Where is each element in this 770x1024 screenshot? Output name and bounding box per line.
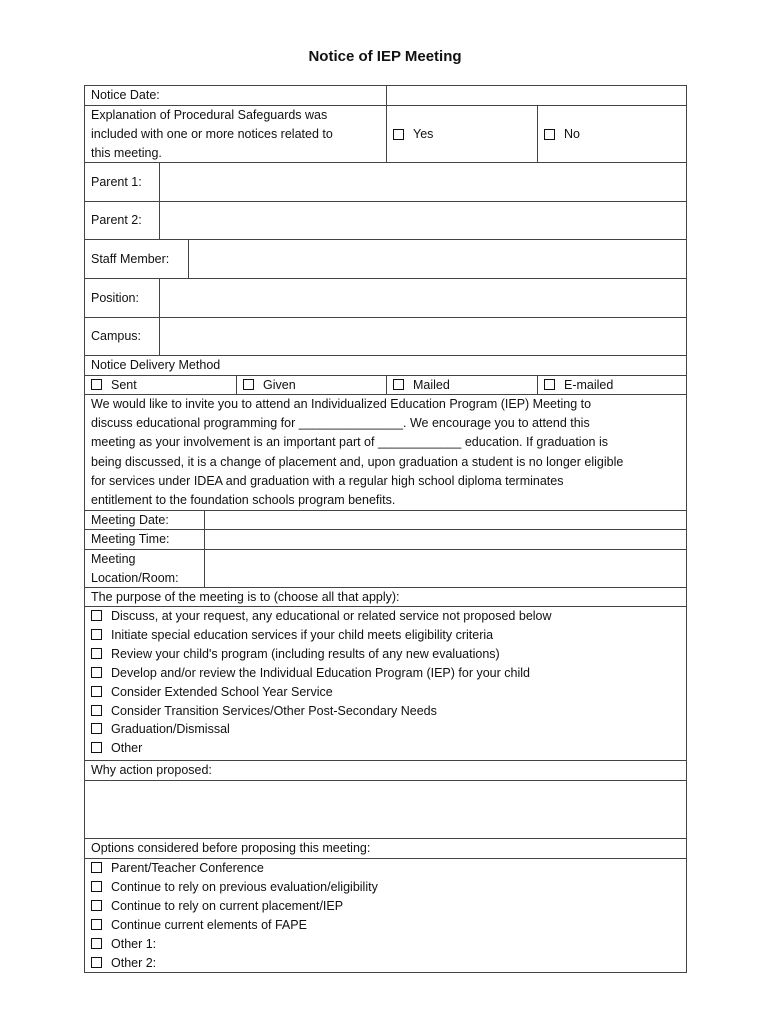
position-row	[84, 278, 687, 317]
invitation-paragraph	[85, 395, 686, 510]
checkbox-icon[interactable]	[91, 705, 102, 716]
why-field-row	[84, 780, 687, 838]
options-item[interactable]	[91, 935, 680, 954]
position-label: Position:	[91, 290, 139, 305]
campus-field[interactable]	[159, 318, 686, 355]
delivery-option-label: Given	[263, 378, 296, 392]
purpose-list	[85, 607, 686, 760]
safeguards-yes-label: Yes	[413, 126, 434, 141]
purpose-label: The purpose of the meeting is to (choose all that apply):	[91, 590, 400, 604]
safeguards-row	[84, 105, 687, 162]
purpose-item-label: Consider Transition Services/Other Post-Secondary Needs	[111, 703, 437, 718]
purpose-item[interactable]	[91, 720, 680, 739]
checkbox-icon[interactable]	[91, 862, 102, 873]
invitation-line: discuss educational programming for _______________. We encourage you to attend this	[91, 416, 590, 431]
iep-notice-form	[84, 85, 687, 973]
options-item[interactable]	[91, 859, 680, 878]
parent2-row	[84, 201, 687, 239]
notice-date-row	[84, 85, 687, 105]
parent1-label: Parent 1:	[91, 174, 142, 189]
parent2-field[interactable]	[159, 202, 686, 239]
checkbox-icon[interactable]	[91, 723, 102, 734]
options-item[interactable]	[91, 897, 680, 916]
safeguards-line: Explanation of Procedural Safeguards was	[91, 108, 328, 122]
checkbox-icon[interactable]	[393, 129, 404, 140]
staff-field[interactable]	[188, 240, 686, 278]
options-item[interactable]	[91, 954, 680, 973]
purpose-item-label: Graduation/Dismissal	[111, 722, 230, 737]
meeting-date-label: Meeting Date:	[91, 513, 169, 527]
purpose-item-label: Other	[111, 741, 143, 756]
options-item-label: Continue to rely on current placement/IEP	[111, 898, 344, 913]
checkbox-icon[interactable]	[91, 881, 102, 892]
safeguards-line: included with one or more notices related to	[91, 127, 333, 141]
purpose-label-row	[84, 587, 687, 606]
delivery-option-mailed[interactable]	[386, 376, 537, 394]
notice-date-label: Notice Date:	[91, 88, 160, 102]
invitation-line: entitlement to the foundation schools program benefits.	[91, 493, 396, 508]
purpose-item[interactable]	[91, 645, 680, 664]
safeguards-line: this meeting.	[91, 146, 162, 160]
delivery-label: Notice Delivery Method	[91, 358, 221, 372]
why-label-row	[84, 760, 687, 780]
delivery-option-given[interactable]	[236, 376, 386, 394]
parent1-row	[84, 162, 687, 201]
notice-date-field[interactable]	[386, 86, 686, 105]
checkbox-icon[interactable]	[91, 667, 102, 678]
campus-label: Campus:	[91, 329, 142, 343]
staff-row	[84, 239, 687, 278]
options-item[interactable]	[91, 916, 680, 935]
checkbox-icon[interactable]	[544, 129, 555, 140]
checkbox-icon[interactable]	[243, 379, 254, 390]
options-list-row	[84, 858, 687, 973]
delivery-option-label: Mailed	[413, 378, 450, 392]
purpose-item-label: Discuss, at your request, any educational or related service not proposed below	[111, 609, 552, 623]
meeting-location-line: Location/Room:	[91, 571, 179, 585]
delivery-option-emailed[interactable]	[537, 376, 686, 394]
why-label: Why action proposed:	[91, 763, 212, 777]
meeting-time-label: Meeting Time:	[91, 532, 170, 546]
safeguards-no-label: No	[564, 126, 580, 141]
purpose-item[interactable]	[91, 626, 680, 645]
page-title: Notice of IEP Meeting	[308, 48, 462, 65]
options-item-label: Parent/Teacher Conference	[111, 861, 264, 875]
checkbox-icon[interactable]	[91, 629, 102, 640]
invitation-row	[84, 394, 687, 510]
safeguards-text	[85, 106, 386, 162]
meeting-time-row	[84, 529, 687, 549]
parent1-field[interactable]	[159, 163, 686, 201]
meeting-location-label	[85, 550, 204, 587]
options-label: Options considered before proposing this meeting:	[91, 841, 371, 855]
invitation-line: for services under IDEA and graduation with a regular high school diploma terminates	[91, 473, 564, 488]
checkbox-icon[interactable]	[393, 379, 404, 390]
staff-label: Staff Member:	[91, 251, 170, 266]
options-item[interactable]	[91, 878, 680, 897]
purpose-item[interactable]	[91, 702, 680, 721]
delivery-option-label: E-mailed	[564, 378, 614, 392]
purpose-item-label: Consider Extended School Year Service	[111, 684, 333, 699]
checkbox-icon[interactable]	[91, 919, 102, 930]
meeting-location-field[interactable]	[204, 550, 686, 587]
checkbox-icon[interactable]	[91, 742, 102, 753]
meeting-date-row	[84, 510, 687, 529]
options-label-row	[84, 838, 687, 858]
position-field[interactable]	[159, 279, 686, 317]
checkbox-icon[interactable]	[91, 957, 102, 968]
safeguards-no-option[interactable]	[537, 106, 686, 162]
invitation-line: We would like to invite you to attend an Individualized Education Program (IEP) Meeting to	[91, 397, 592, 411]
parent2-label: Parent 2:	[91, 213, 142, 227]
options-item-label: Other 2:	[111, 955, 157, 970]
why-field[interactable]	[85, 781, 686, 838]
purpose-list-row	[84, 606, 687, 760]
checkbox-icon[interactable]	[91, 938, 102, 949]
checkbox-icon[interactable]	[91, 648, 102, 659]
meeting-location-line: Meeting	[91, 552, 136, 566]
purpose-item-label: Review your child's program (including results of any new evaluations)	[111, 646, 500, 661]
purpose-item[interactable]	[91, 607, 680, 626]
checkbox-icon[interactable]	[91, 610, 102, 621]
purpose-item-label: Develop and/or review the Individual Education Program (IEP) for your child	[111, 665, 530, 680]
safeguards-yes-option[interactable]	[386, 106, 537, 162]
campus-row	[84, 317, 687, 355]
meeting-date-field[interactable]	[204, 511, 686, 529]
options-list	[85, 859, 686, 972]
meeting-time-field[interactable]	[204, 530, 686, 549]
purpose-item-label: Initiate special education services if your child meets eligibility criteria	[111, 627, 494, 642]
delivery-options-row	[84, 375, 687, 394]
checkbox-icon[interactable]	[91, 900, 102, 911]
meeting-location-row	[84, 549, 687, 587]
delivery-label-row	[84, 355, 687, 375]
checkbox-icon[interactable]	[91, 379, 102, 390]
purpose-item[interactable]	[91, 739, 680, 758]
purpose-item[interactable]	[91, 683, 680, 702]
options-item-label: Continue to rely on previous evaluation/eligibility	[111, 879, 378, 894]
delivery-option-sent[interactable]	[85, 376, 236, 394]
purpose-item[interactable]	[91, 664, 680, 683]
delivery-option-label: Sent	[111, 378, 137, 392]
options-item-label: Other 1:	[111, 936, 157, 951]
checkbox-icon[interactable]	[91, 686, 102, 697]
options-item-label: Continue current elements of FAPE	[111, 917, 307, 932]
checkbox-icon[interactable]	[544, 379, 555, 390]
invitation-line: meeting as your involvement is an important part of ____________ education. If graduation is	[91, 435, 608, 450]
invitation-line: being discussed, it is a change of placement and, upon graduation a student is no longer eligible	[91, 454, 624, 469]
